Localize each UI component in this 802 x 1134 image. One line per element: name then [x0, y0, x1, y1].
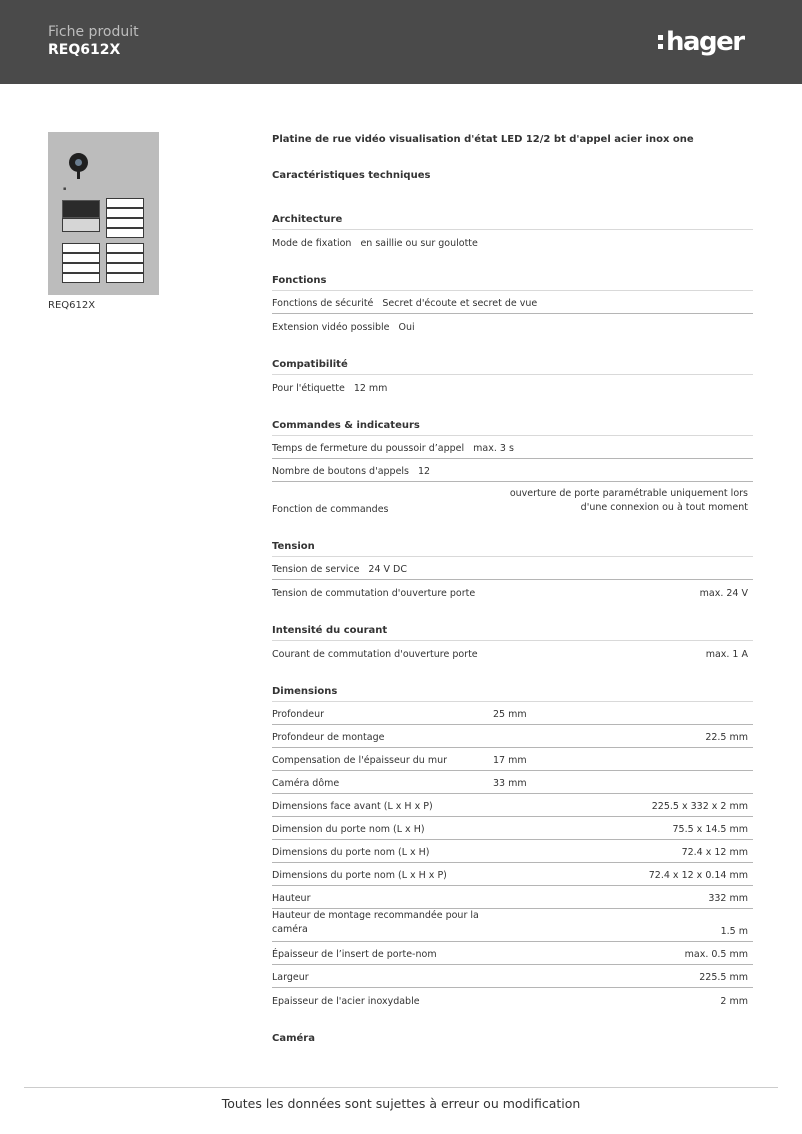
spec-label: Extension vidéo possible: [272, 322, 390, 333]
spec-row: [272, 840, 753, 863]
product-title: Platine de rue vidéo visualisation d'état LED 12/2 bt d'appel acier inox one: [272, 134, 694, 145]
spec-value: Secret d'écoute et secret de vue: [382, 298, 538, 309]
spec-value: 72.4 x 12 x 0.14 mm: [648, 870, 748, 881]
spec-row: [272, 459, 753, 482]
logo-colon-mark: [658, 30, 663, 54]
spec-row: [272, 748, 753, 771]
product-image: [48, 132, 159, 295]
page-header: [0, 0, 802, 84]
spec-label: Profondeur de montage: [272, 732, 385, 743]
document-type: Fiche produit: [48, 24, 139, 40]
spec-value: 225.5 mm: [699, 972, 748, 983]
spec-row: [272, 988, 753, 1011]
spec-row: [272, 942, 753, 965]
product-reference: REQ612X: [48, 42, 121, 58]
spec-label: Mode de fixation: [272, 238, 352, 249]
section-title-fonctions: Fonctions: [272, 273, 753, 291]
spec-value: 12 mm: [353, 383, 388, 394]
spec-row: [272, 641, 753, 664]
spec-value: 72.4 x 12 mm: [681, 847, 748, 858]
spec-row: [272, 771, 753, 794]
spec-label: Profondeur: [272, 709, 325, 720]
logo-wordmark: hager: [666, 27, 744, 57]
spec-label: Epaisseur de l'acier inoxydable: [272, 996, 420, 1007]
product-mini-logo: ▪: [63, 186, 67, 192]
spec-label: Temps de fermeture du poussoir d’appel: [272, 443, 465, 454]
section-title-dimensions: Dimensions: [272, 684, 753, 702]
spec-row: [272, 965, 753, 988]
section-title-tension: Tension: [272, 539, 753, 557]
hager-logo: [658, 26, 744, 58]
spec-row: [272, 702, 753, 725]
spec-value: 17 mm: [493, 755, 527, 766]
spec-label: Dimensions du porte nom (L x H): [272, 847, 430, 858]
spec-value: 12: [418, 466, 431, 477]
name-tag-column: [62, 243, 100, 283]
spec-value: 2 mm: [720, 996, 748, 1007]
spec-label: Dimensions face avant (L x H x P): [272, 801, 433, 812]
spec-value: 225.5 x 332 x 2 mm: [651, 801, 748, 812]
spec-row: [272, 230, 753, 253]
spec-row: [272, 580, 753, 603]
panel-display: [62, 200, 100, 218]
spec-value: 75.5 x 14.5 mm: [672, 824, 748, 835]
spec-label: Dimensions du porte nom (L x H x P): [272, 870, 447, 881]
spec-label: Nombre de boutons d'appels: [272, 466, 410, 477]
camera-icon: [69, 153, 88, 179]
spec-value: [498, 487, 748, 515]
footer-disclaimer: Toutes les données sont sujettes à erreur ou modification: [221, 1096, 581, 1111]
section-title-intensite: Intensité du courant: [272, 623, 753, 641]
spec-value: max. 24 V: [699, 588, 748, 599]
image-caption: REQ612X: [48, 300, 96, 311]
spec-row: [272, 725, 753, 748]
spec-value: Oui: [398, 322, 415, 333]
spec-row: [272, 482, 753, 519]
spec-row: [272, 863, 753, 886]
spec-label: Tension de commutation d'ouverture porte: [272, 588, 476, 599]
spec-value: 22.5 mm: [705, 732, 748, 743]
spec-label: Pour l'étiquette: [272, 383, 345, 394]
spec-row: [272, 375, 753, 398]
section-title-compatibilite: Compatibilité: [272, 357, 753, 375]
spec-row: [272, 817, 753, 840]
section-title-camera: Caméra: [272, 1033, 315, 1044]
spec-label: Caméra dôme: [272, 778, 340, 789]
spec-label: Tension de service: [272, 564, 360, 575]
spec-label: Fonction de commandes: [272, 504, 389, 515]
footer-divider: [24, 1087, 778, 1088]
spec-value: max. 0.5 mm: [684, 949, 748, 960]
product-specifications: [272, 134, 753, 1049]
name-tag-column: [106, 198, 144, 238]
section-title-architecture: Architecture: [272, 212, 753, 230]
spec-row: [272, 886, 753, 909]
spec-label: Compensation de l'épaisseur du mur: [272, 755, 448, 766]
spec-row: [272, 436, 753, 459]
spec-value: max. 1 A: [705, 649, 748, 660]
spec-value-line: ouverture de porte paramétrable uniquement lors: [509, 488, 748, 499]
spec-row: [272, 794, 753, 817]
spec-row: [272, 557, 753, 580]
spec-label: Hauteur: [272, 893, 311, 904]
spec-label: Dimension du porte nom (L x H): [272, 824, 425, 835]
section-title-commandes: Commandes & indicateurs: [272, 418, 753, 436]
name-tag-column: [106, 243, 144, 283]
spec-value: max. 3 s: [473, 443, 514, 454]
spec-value: 25 mm: [493, 709, 527, 720]
spec-value: 332 mm: [708, 893, 748, 904]
spec-label: Épaisseur de l’insert de porte-nom: [272, 949, 437, 960]
name-tag-column: [62, 218, 100, 232]
spec-label: Courant de commutation d'ouverture porte: [272, 649, 478, 660]
spec-value: 1.5 m: [720, 926, 748, 937]
spec-label: Largeur: [272, 972, 309, 983]
spec-row: [272, 909, 753, 942]
spec-label: Fonctions de sécurité: [272, 298, 374, 309]
spec-label: Hauteur de montage recommandée pour la caméra: [272, 910, 479, 935]
spec-value: 24 V DC: [368, 564, 407, 575]
section-heading: Caractéristiques techniques: [272, 170, 431, 181]
spec-value: 33 mm: [493, 778, 527, 789]
spec-row: [272, 291, 753, 314]
spec-value-line: d'une connexion ou à tout moment: [580, 502, 748, 513]
spec-value: en saillie ou sur goulotte: [360, 238, 478, 249]
spec-row: [272, 314, 753, 337]
